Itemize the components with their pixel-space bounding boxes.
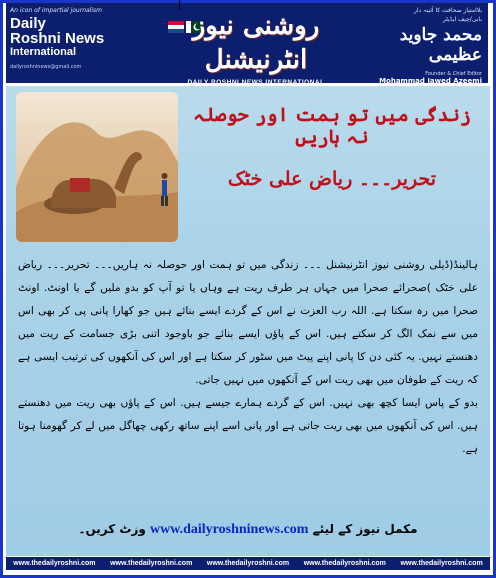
- brand-block: [10, 7, 130, 70]
- editor-motto: بلاامتیاز صحافت کا آئینہ دار: [413, 7, 482, 14]
- editor-name-urdu: محمد جاوید عظیمی: [399, 25, 482, 65]
- header-banner: [6, 3, 488, 83]
- brand-line-international: International: [10, 46, 77, 58]
- article-paragraph: ہالینڈ(ڈیلی روشنی نیوز انٹرنیشنل ۔۔۔ زندگی میں تو ہمت اور حوصلہ نہ ہاریں۔۔۔ تحریر۔۔۔ ریاض علی خٹک )صحرائے صحرا میں جہاں ہر طرف ریت ہے وہاں یا تو آپ کو بدو ملیں گے یا اونٹ. اونٹ صحرا میں رہ سکتا ہے. اللہ رب العزت نے اس کے گردے ایسے بنائے ہیں جو کھارا پانی پی کر بھی اس میں سے نمک الگ کر سکتے ہیں. اس کے پاؤں ایسے بنائے جو باوجود اتنی بڑی جسامت کے ریت میں دھنستے نہیں. یہ کئی دن کا پانی اپنے پیٹ میں سٹور کر سکتا ہے اور اس کی آنکھوں کی ترتیب ایسی ہے کہ ریت کے طوفان میں بھی ریت اس کے آنکھوں میں نہیں جاتی.: [18, 259, 478, 386]
- article-title: زندگی میں تو ہمت اور حوصلہ نہ ہاریں: [193, 104, 471, 148]
- editor-name-english: Mohammad Jawed Azeemi: [379, 77, 482, 83]
- brand-line-daily: Daily: [10, 15, 46, 32]
- masthead: [156, 9, 356, 83]
- read-more-suffix: وزٹ کریں۔: [78, 522, 146, 536]
- bottom-link[interactable]: www.thedailyroshni.com: [206, 560, 290, 567]
- bottom-link[interactable]: www.thedailyroshni.com: [400, 560, 483, 567]
- brand-email: dailyroshninews@gmail.com: [10, 64, 82, 70]
- article-photo: [16, 92, 178, 242]
- editor-title: بانی/چیف ایڈیٹر: [442, 16, 482, 23]
- masthead-urdu: روشنی نیوز انٹرنیشنل: [192, 11, 320, 75]
- masthead-english: DAILY ROSHNI NEWS INTERNATIONAL: [187, 79, 325, 83]
- article-area: [6, 86, 490, 556]
- brand-tagline: An icon of impartial journalism: [10, 7, 102, 14]
- article-byline: تحریر۔۔۔ ریاض علی خٹک: [227, 168, 437, 190]
- read-more-link[interactable]: www.dailyroshninews.com: [150, 522, 309, 537]
- bottom-link-strip: [6, 557, 490, 570]
- brand-line-roshni: Roshni News: [10, 30, 105, 47]
- bottom-link[interactable]: www.thedailyroshni.com: [110, 560, 193, 567]
- read-more-prefix: مکمل نیوز کے لیئے: [312, 522, 418, 536]
- camel-desert-image: [16, 92, 178, 242]
- bottom-link[interactable]: www.thedailyroshni.com: [13, 560, 96, 567]
- article-body: [18, 254, 478, 461]
- divider: [179, 0, 180, 10]
- article-paragraph: بدو کے پاس ایسا کچھ بھی نہیں. اس کے گردے ہمارے جیسے ہیں. اس کے پاؤں بھی ریت میں دھنستے ہیں. اس کی آنکھوں میں بھی ریت جاتی ہے اور پانی اسے اپنے ساتھ رکھی چھاگل میں لے کر گھومنا ہوتا ہے.: [18, 397, 478, 455]
- bottom-link[interactable]: www.thedailyroshni.com: [303, 560, 386, 567]
- read-more-line: [26, 522, 470, 538]
- editor-role: Founder & Chief Editor: [425, 71, 482, 77]
- editor-block: [372, 7, 482, 83]
